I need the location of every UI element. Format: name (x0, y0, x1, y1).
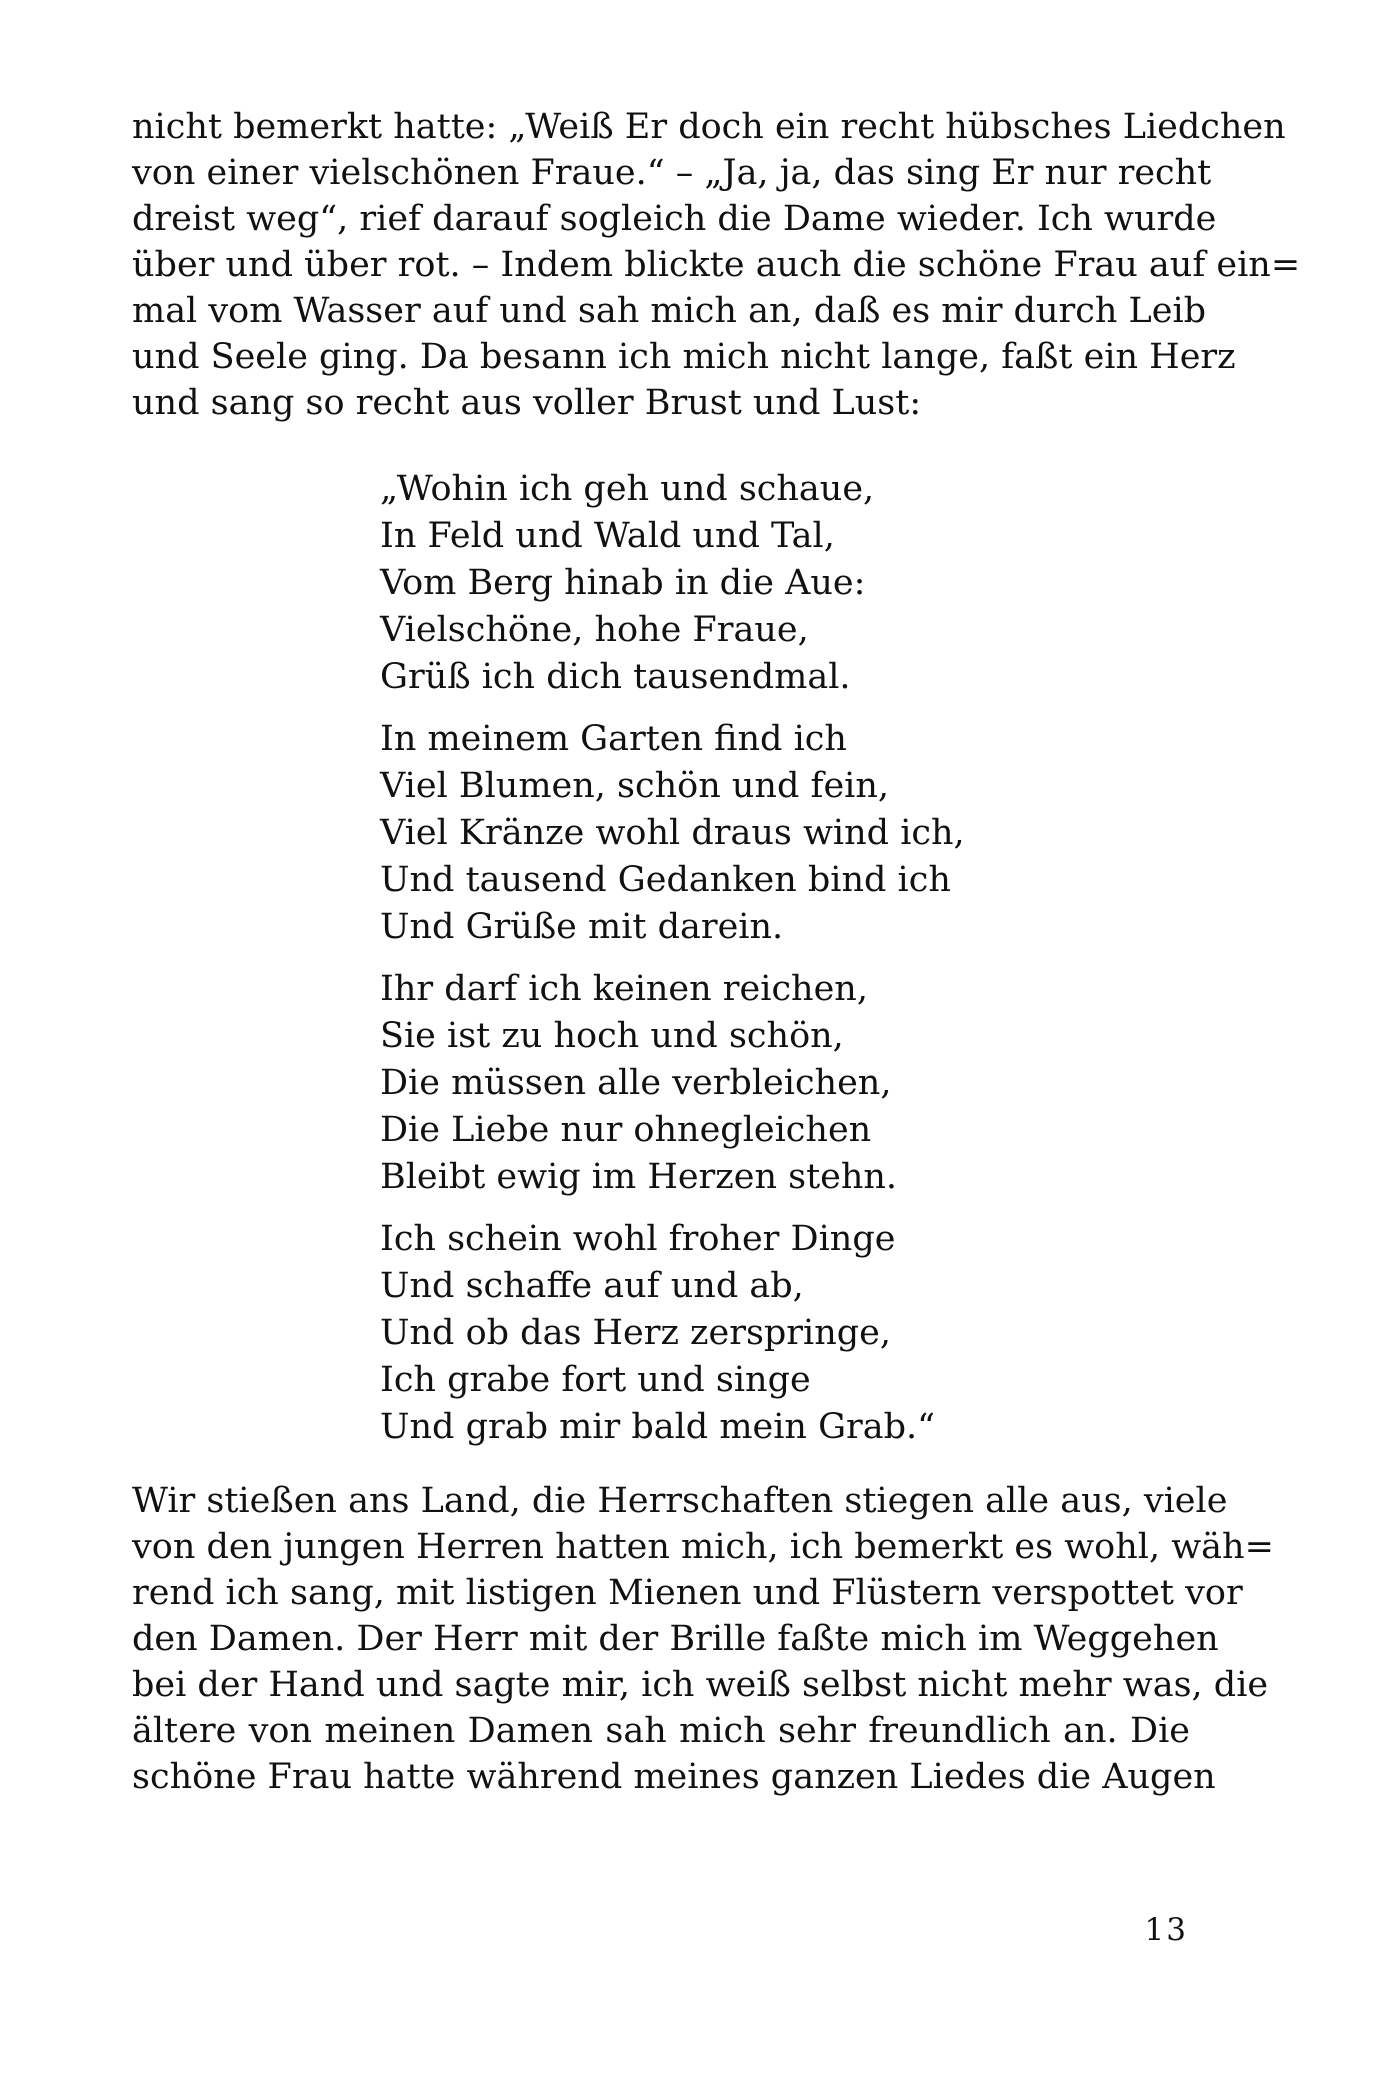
poem-verse: Und Grüße mit darein. (380, 907, 784, 947)
prose-line: mal vom Wasser auf und sah mich an, daß es mir durch Leib (132, 291, 1207, 331)
poem-verse: In Feld und Wald und Tal, (380, 516, 835, 556)
prose-line: den Damen. Der Herr mit der Brille faßte mich im Weggehen (132, 1619, 1219, 1659)
poem-verse: Die müssen alle verbleichen, (380, 1063, 892, 1103)
poem-verse: Ihr darf ich keinen reichen, (380, 969, 868, 1009)
poem-verse: Viel Kränze wohl draus wind ich, (380, 813, 965, 853)
prose-paragraph-top (132, 104, 1301, 426)
poem-verse: Vom Berg hinab in die Aue: (380, 563, 866, 603)
poem-stanza-3 (380, 966, 1000, 1201)
prose-line: und sang so recht aus voller Brust und Lust: (132, 383, 922, 423)
poem-verse: Ich grabe fort und singe (380, 1360, 811, 1400)
prose-line: Wir stießen ans Land, die Herrschaften stiegen alle aus, viele (132, 1481, 1228, 1521)
poem-verse: „Wohin ich geh und schaue, (380, 469, 875, 509)
prose-paragraph-bottom (132, 1478, 1274, 1800)
poem-verse: Grüß ich dich tausendmal. (380, 657, 851, 697)
prose-line: und Seele ging. Da besann ich mich nicht lange, faßt ein Herz (132, 337, 1236, 377)
poem-verse: In meinem Garten find ich (380, 719, 847, 759)
prose-line: über und über rot. – Indem blickte auch die schöne Frau auf ein= (132, 245, 1301, 285)
poem-verse: Vielschöne, hohe Fraue, (380, 610, 809, 650)
prose-line: dreist weg“, rief darauf sogleich die Dame wieder. Ich wurde (132, 199, 1217, 239)
prose-line: nicht bemerkt hatte: „Weiß Er doch ein recht hübsches Liedchen (132, 107, 1286, 147)
poem-verse: Bleibt ewig im Herzen stehn. (380, 1157, 898, 1197)
poem-verse: Viel Blumen, schön und fein, (380, 766, 890, 806)
poem (380, 466, 1000, 1466)
poem-stanza-1 (380, 466, 1000, 701)
page-number: 13 (1144, 1912, 1188, 1948)
poem-verse: Und ob das Herz zerspringe, (380, 1313, 892, 1353)
prose-line: rend ich sang, mit listigen Mienen und Flüstern verspottet vor (132, 1573, 1243, 1613)
poem-verse: Ich schein wohl froher Dinge (380, 1219, 896, 1259)
poem-stanza-4 (380, 1216, 1000, 1451)
poem-verse: Und grab mir bald mein Grab.“ (380, 1407, 936, 1447)
poem-stanza-2 (380, 716, 1000, 951)
prose-line: schöne Frau hatte während meines ganzen Liedes die Augen (132, 1757, 1216, 1797)
prose-line: bei der Hand und sagte mir, ich weiß selbst nicht mehr was, die (132, 1665, 1269, 1705)
prose-line: ältere von meinen Damen sah mich sehr freundlich an. Die (132, 1711, 1190, 1751)
poem-verse: Sie ist zu hoch und schön, (380, 1016, 844, 1056)
prose-line: von einer vielschönen Fraue.“ – „Ja, ja, das sing Er nur recht (132, 153, 1212, 193)
poem-verse: Und tausend Gedanken bind ich (380, 860, 951, 900)
poem-verse: Die Liebe nur ohnegleichen (380, 1110, 872, 1150)
prose-line: von den jungen Herren hatten mich, ich bemerkt es wohl, wäh= (132, 1527, 1274, 1567)
poem-verse: Und schaffe auf und ab, (380, 1266, 804, 1306)
